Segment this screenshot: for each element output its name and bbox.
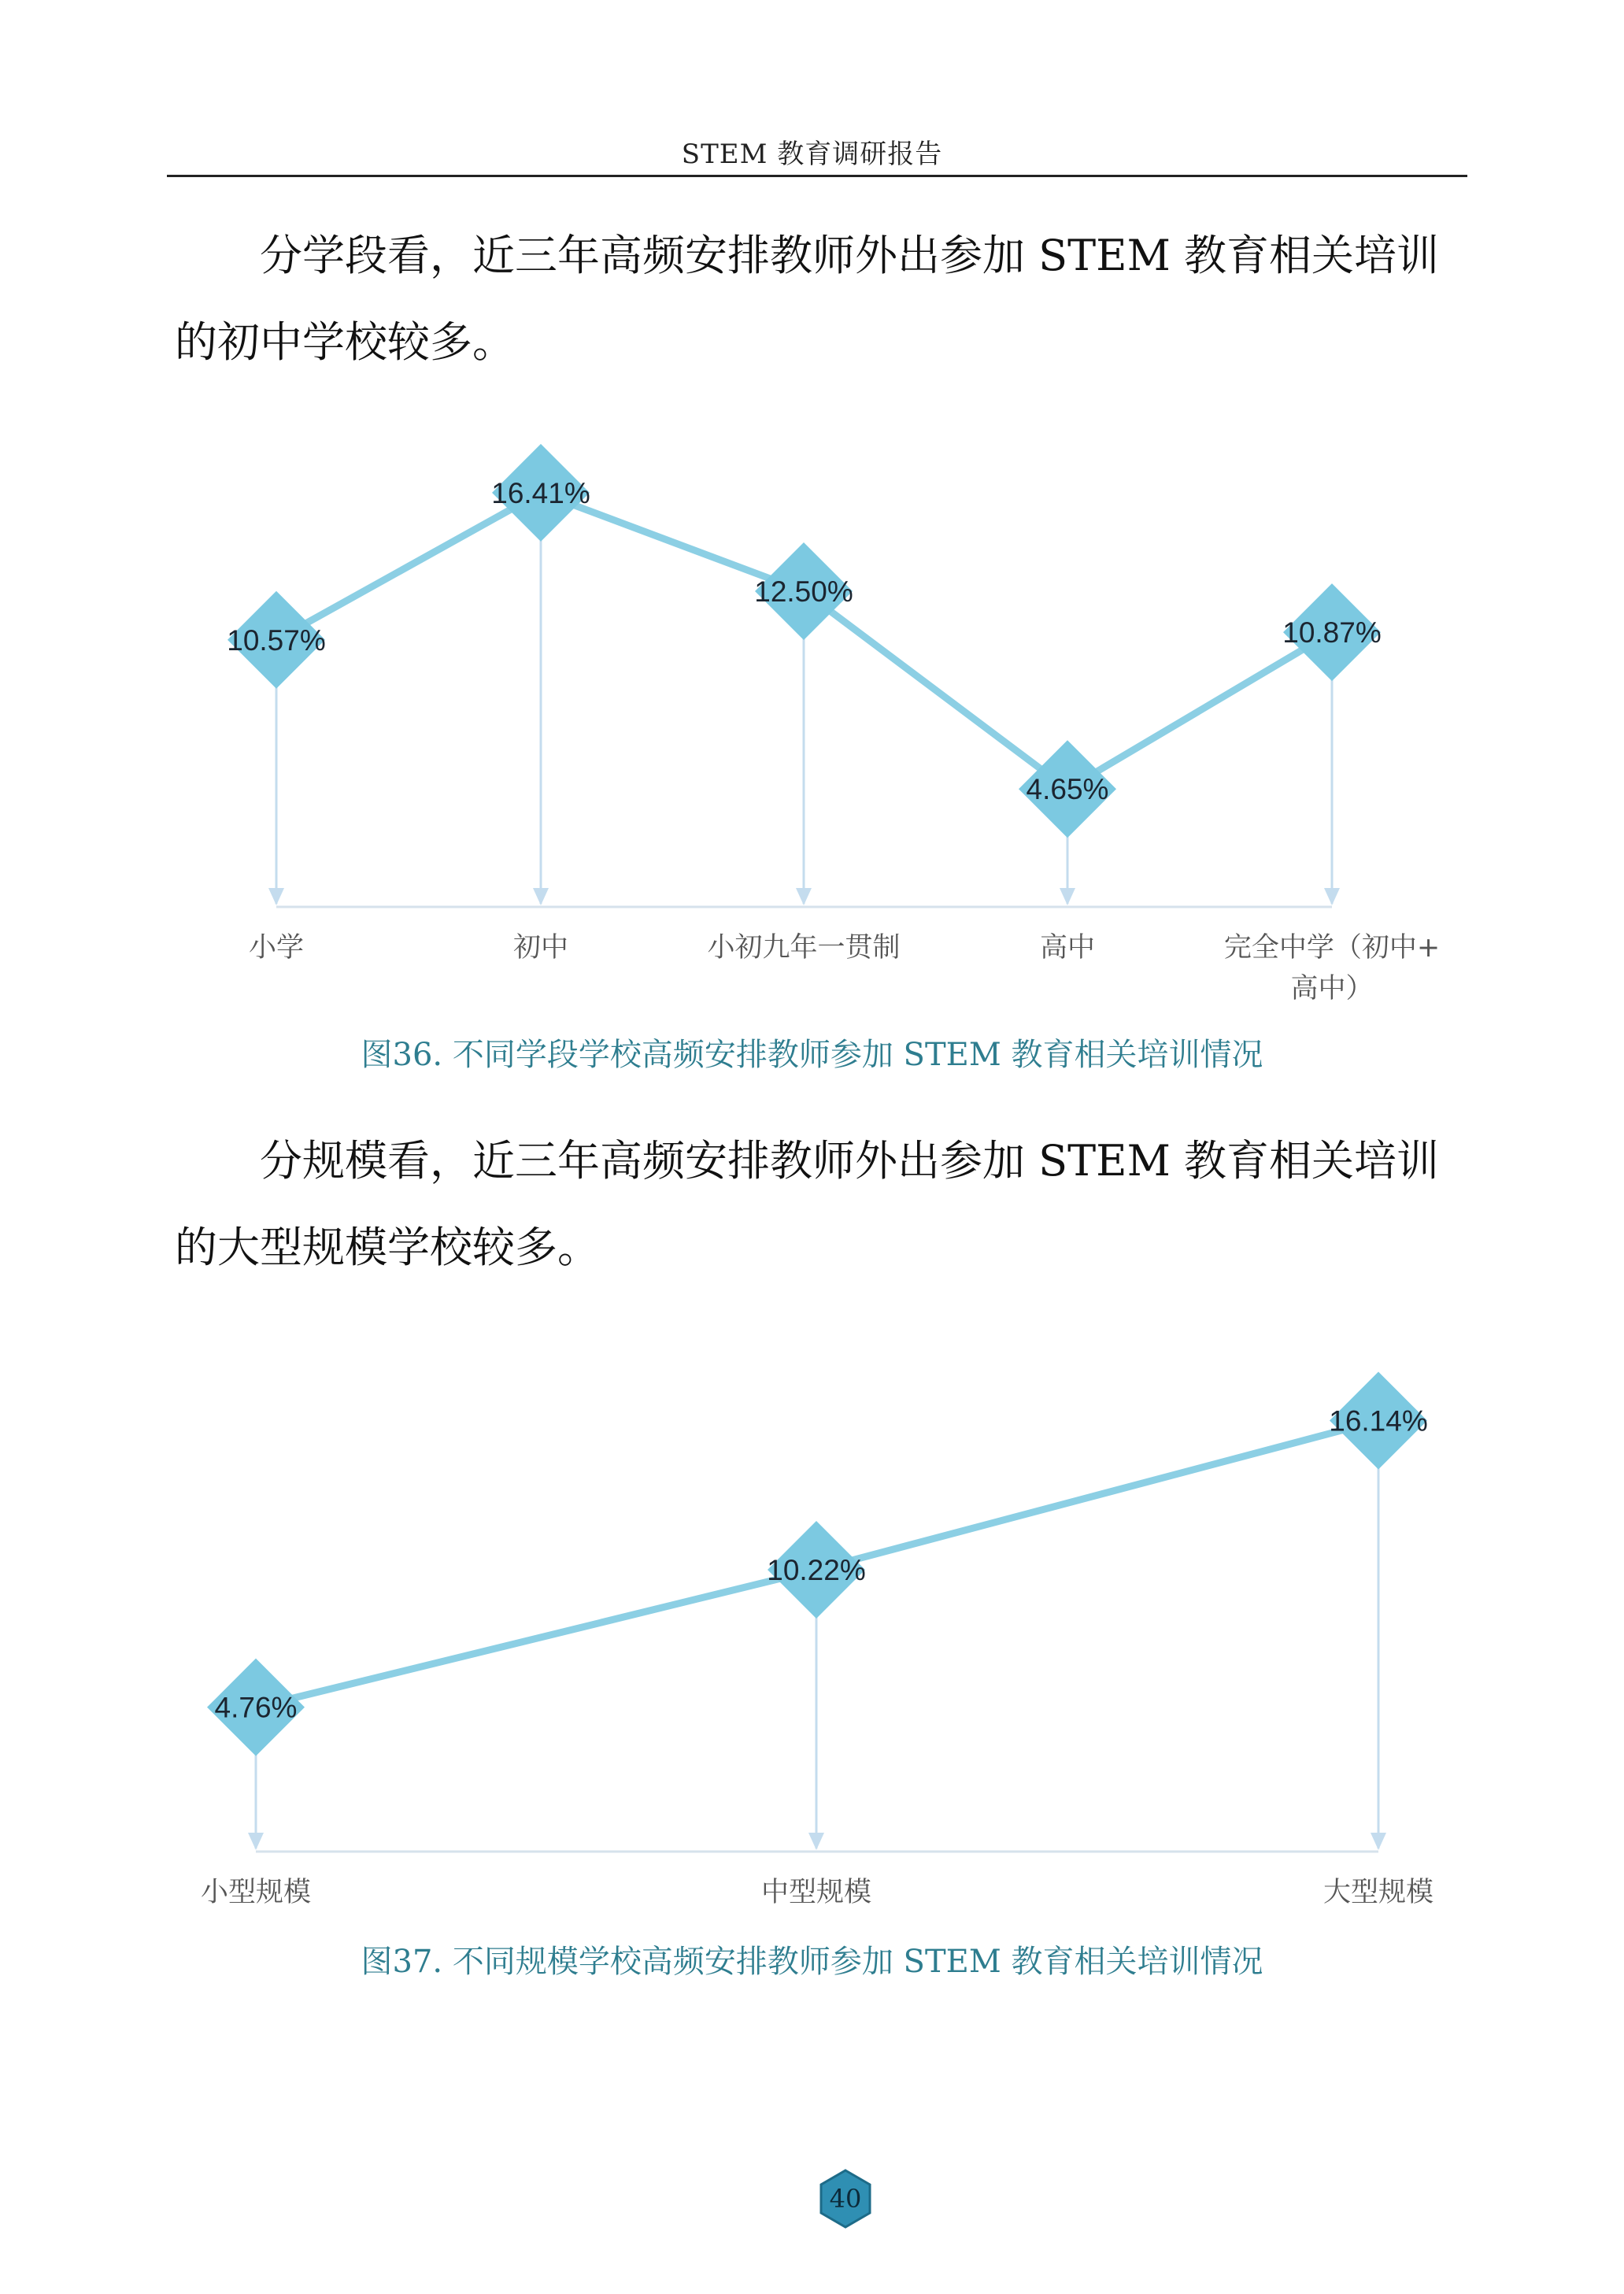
- category-label: 小初九年一贯制: [707, 932, 901, 964]
- data-label: 12.50%: [754, 575, 853, 608]
- data-label: 4.65%: [1026, 773, 1109, 806]
- page-number: 40: [829, 2184, 862, 2214]
- category-label: 完全中学（初中+: [1223, 932, 1441, 964]
- category-label: 高中: [1039, 932, 1096, 964]
- drop-arrow: [248, 1833, 264, 1850]
- drop-arrow: [1371, 1833, 1386, 1850]
- data-label: 4.76%: [214, 1691, 298, 1724]
- data-label: 16.14%: [1329, 1404, 1428, 1437]
- paragraph-2: 分规模看，近三年高频安排教师外出参加 STEM 教育相关培训的大型规模学校较多。: [175, 1136, 1440, 1272]
- chart-36: [0, 409, 1624, 1008]
- figure-36-caption: 图36. 不同学段学校高频安排教师参加 STEM 教育相关培训情况: [361, 1037, 1263, 1073]
- drop-arrow: [796, 888, 812, 905]
- data-label: 16.41%: [491, 476, 590, 509]
- data-label: 10.57%: [227, 623, 326, 657]
- header-rule: [167, 175, 1467, 177]
- drop-arrow: [268, 888, 284, 905]
- chart-37: [0, 1330, 1624, 1929]
- drop-arrow: [808, 1833, 824, 1850]
- chart-36-svg: [0, 409, 1624, 1008]
- category-label: 小学: [248, 932, 305, 964]
- drop-arrow: [1324, 888, 1340, 905]
- category-label: 中型规模: [760, 1877, 872, 1908]
- figure-37-caption: 图37. 不同规模学校高频安排教师参加 STEM 教育相关培训情况: [361, 1944, 1263, 1980]
- category-label: 初中: [512, 932, 569, 964]
- chart-37-svg: [0, 1330, 1624, 1929]
- data-label: 10.87%: [1282, 616, 1382, 649]
- page-header: STEM 教育调研报告: [681, 139, 943, 170]
- category-label: 高中）: [1290, 973, 1374, 1005]
- category-label: 大型规模: [1323, 1877, 1434, 1908]
- category-label: 小型规模: [200, 1877, 312, 1908]
- data-label: 10.22%: [767, 1553, 866, 1586]
- paragraph-1: 分学段看，近三年高频安排教师外出参加 STEM 教育相关培训的初中学校较多。: [175, 231, 1440, 367]
- drop-arrow: [1060, 888, 1075, 905]
- drop-arrow: [533, 888, 549, 905]
